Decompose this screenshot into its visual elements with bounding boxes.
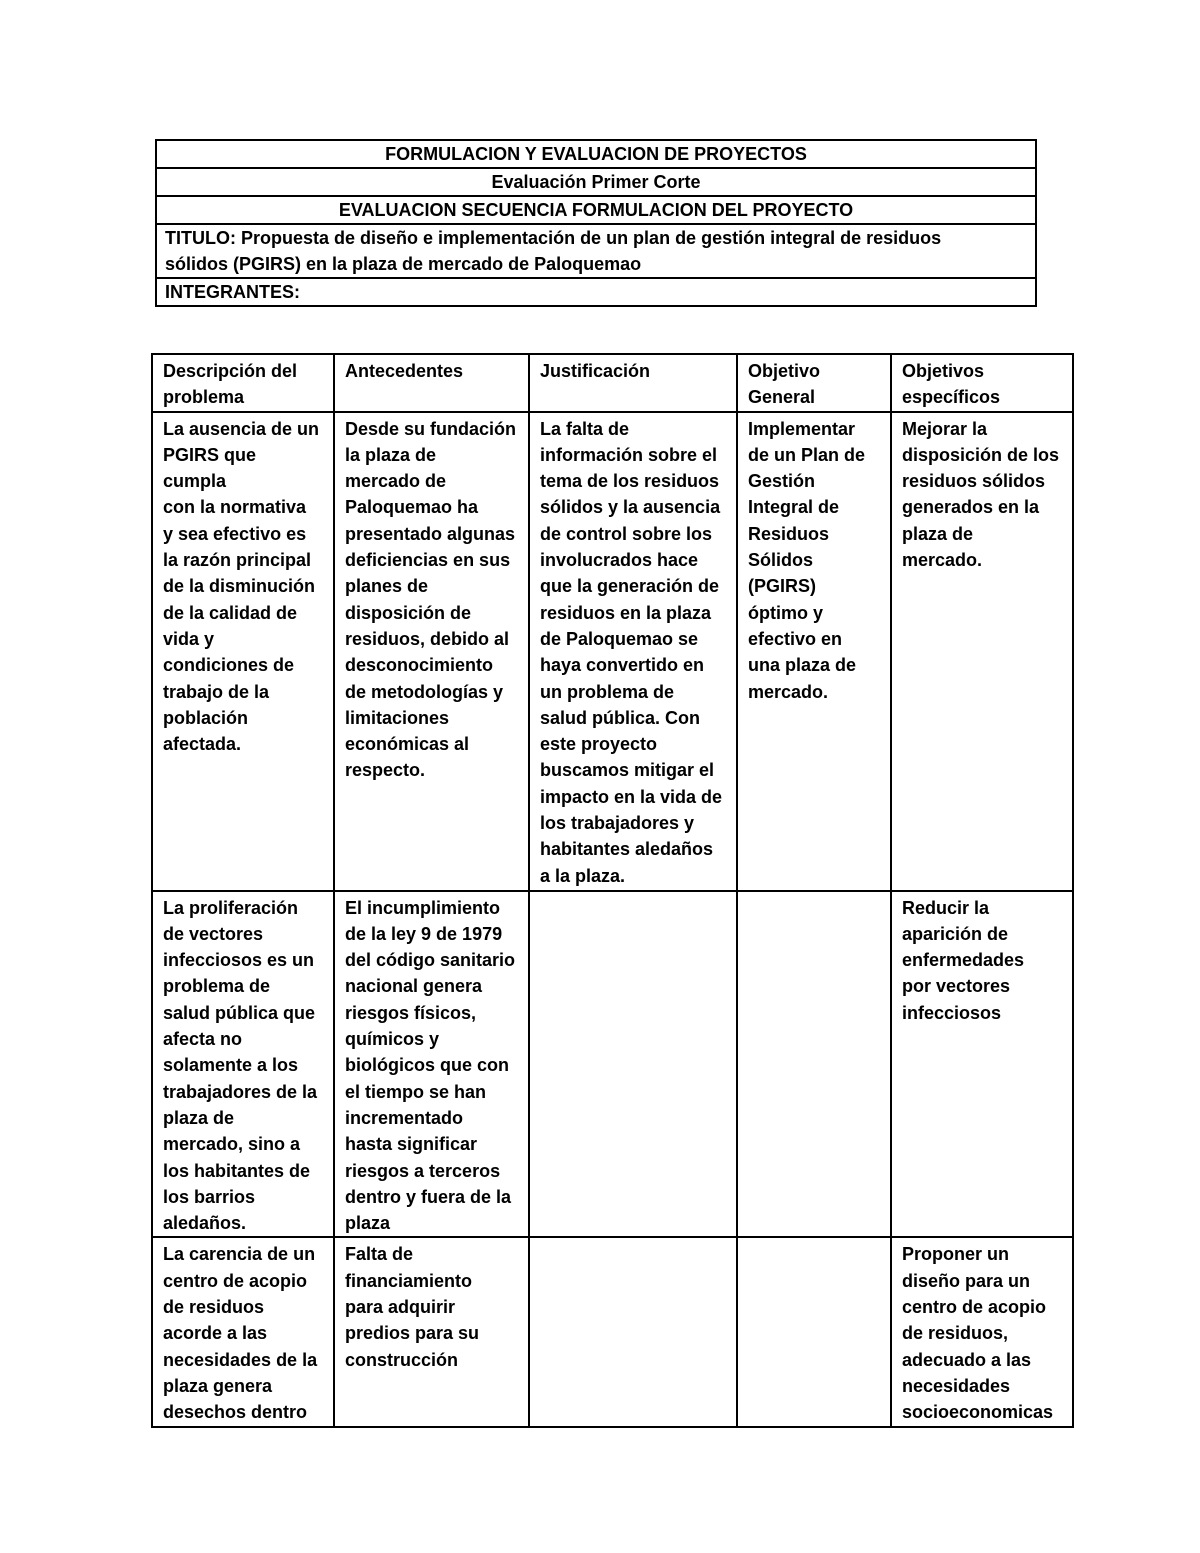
- column-header-justificacion: Justificación: [529, 354, 737, 412]
- table-row: [152, 891, 1073, 1238]
- cell-justificacion: La falta de información sobre el tema de los residuos sólidos y la ausencia de control sobre los involucrados hace que la generación de residuos en la plaza de Paloquemao se haya convertido en un problema de salud pública. Con este proyecto buscamos mitigar el impacto en la vida de los trabajadores y habitantes aledaños a la plaza.: [529, 412, 737, 891]
- column-header-objetivo-general: Objetivo General: [737, 354, 891, 412]
- column-header-objetivos-especificos: Objetivos específicos: [891, 354, 1073, 412]
- course-title: FORMULACION Y EVALUACION DE PROYECTOS: [156, 140, 1036, 168]
- formulation-table: [151, 353, 1074, 1428]
- cell-descripcion: La ausencia de un PGIRS que cumpla con la normativa y sea efectivo es la razón principal de la disminución de la calidad de vida y condiciones de trabajo de la población afectada.: [152, 412, 334, 891]
- evaluation-label: Evaluación Primer Corte: [156, 168, 1036, 196]
- cell-objetivos-especificos: Reducir la aparición de enfermedades por vectores infecciosos: [891, 891, 1073, 1238]
- cell-justificacion: [529, 1237, 737, 1426]
- column-header-descripcion: Descripción del problema: [152, 354, 334, 412]
- cell-antecedentes: El incumplimiento de la ley 9 de 1979 del código sanitario nacional genera riesgos físicos, químicos y biológicos que con el tiempo se han incrementado hasta significar riesgos a terceros dentro y fuera de la plaza: [334, 891, 529, 1238]
- project-title-line2: sólidos (PGIRS) en la plaza de mercado de Paloquemao: [165, 254, 642, 274]
- table-row: [152, 1237, 1073, 1426]
- cell-objetivo-general: Implementar de un Plan de Gestión Integral de Residuos Sólidos (PGIRS) óptimo y efectivo en una plaza de mercado.: [737, 412, 891, 891]
- cell-objetivos-especificos: Proponer un diseño para un centro de acopio de residuos, adecuado a las necesidades socioeconomicas: [891, 1237, 1073, 1426]
- header-table: [155, 139, 1037, 307]
- cell-descripcion: La carencia de un centro de acopio de residuos acorde a las necesidades de la plaza genera desechos dentro: [152, 1237, 334, 1426]
- project-title-line1: TITULO: Propuesta de diseño e implementación de un plan de gestión integral de residuos: [165, 228, 942, 248]
- cell-antecedentes: Falta de financiamiento para adquirir predios para su construcción: [334, 1237, 529, 1426]
- cell-antecedentes: Desde su fundación la plaza de mercado de Paloquemao ha presentado algunas deficiencias en sus planes de disposición de residuos, debido al desconocimiento de metodologías y limitaciones económicas al respecto.: [334, 412, 529, 891]
- members-label: INTEGRANTES:: [156, 278, 1036, 306]
- sequence-label: EVALUACION SECUENCIA FORMULACION DEL PROYECTO: [156, 196, 1036, 224]
- table-header-row: [152, 354, 1073, 412]
- table-row: [152, 412, 1073, 891]
- project-title: [156, 224, 1036, 278]
- cell-objetivo-general: [737, 891, 891, 1238]
- column-header-antecedentes: Antecedentes: [334, 354, 529, 412]
- cell-justificacion: [529, 891, 737, 1238]
- cell-objetivo-general: [737, 1237, 891, 1426]
- cell-descripcion: La proliferación de vectores infecciosos es un problema de salud pública que afecta no solamente a los trabajadores de la plaza de mercado, sino a los habitantes de los barrios aledaños.: [152, 891, 334, 1238]
- cell-objetivos-especificos: Mejorar la disposición de los residuos sólidos generados en la plaza de mercado.: [891, 412, 1073, 891]
